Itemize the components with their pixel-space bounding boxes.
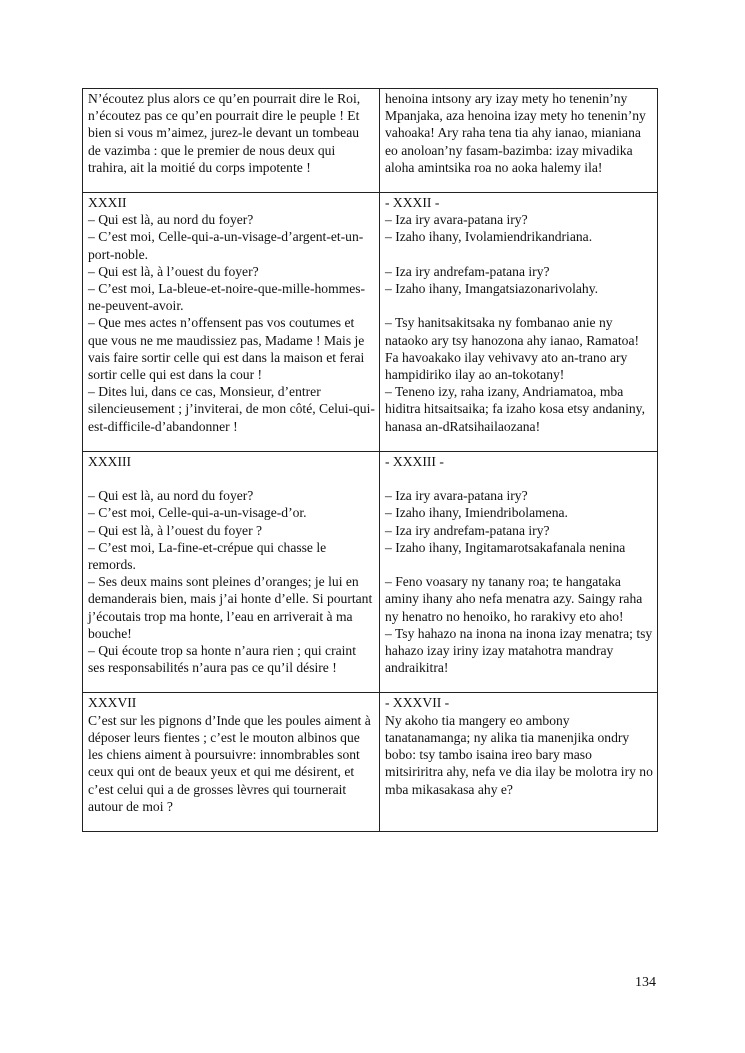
verse-line: – Iza iry andrefam-patana iry?: [385, 263, 550, 279]
french-cell: [83, 693, 380, 831]
verse-line: – Dites lui, dans ce cas, Monsieur, d’entrer silencieusement ; j’inviterai, de mon côté, Celui-qui-est-difficile-d’abandonner !: [88, 384, 375, 434]
verse-heading: XXXVII: [88, 695, 137, 711]
verse-line: – Tsy hahazo na inona na inona izay menatra; tsy hahazo izay iriny izay matahotra mandray andraikitra!: [385, 625, 653, 676]
verse-heading: XXXII: [88, 195, 127, 211]
blank-line: [385, 246, 653, 263]
verse-line: – Iza iry avara-patana iry?: [385, 488, 528, 504]
blank-line: [385, 556, 653, 573]
verse-line: – C’est moi, Celle-qui-a-un-visage-d’argent-et-un-port-noble.: [88, 229, 364, 262]
verse-line: henoina intsony ary izay mety ho tenenin’ny Mpanjaka, aza henoina izay mety ho tenenin’ny vahoaka! Ary raha tena tia ahy ianao, mianiana eo anoloan’ny fasam-bazimba: izay mivadika aloha amintsika roa no aoka halemy ila!: [385, 91, 646, 175]
french-cell: [83, 451, 380, 693]
verse-row: [83, 451, 658, 693]
verse-heading: - XXXVII -: [385, 695, 450, 711]
verse-row: [83, 193, 658, 452]
verse-line: – Tsy hanitsakitsaka ny fombanao anie ny nataoko ary tsy hanozona ahy ianao, Ramatoa! Fa havoakako ilay vehivavy ato an-trano ary hampidiriko ilay ao an-tokotany!: [385, 315, 640, 383]
verse-line: – Izaho ihany, Imiendribolamena.: [385, 505, 568, 521]
french-cell: [83, 89, 380, 193]
verse-line: – Feno voasary ny tanany roa; te hangataka aminy ihany aho nefa menatra azy. Saingy raha ny henatro no henoiko, ho rarakivy eto aho!: [385, 574, 643, 624]
verse-line: – Iza iry avara-patana iry?: [385, 212, 528, 228]
verse-heading: - XXXIII -: [385, 453, 444, 469]
verse-line: – Que mes actes n’offensent pas vos coutumes et que vous ne me maudissiez pas, Madame ! Mais je vais faire sortir celle qui est dans la maison et ferai sortir celle qui est dans la cour !: [88, 315, 365, 383]
verse-line: – C’est moi, La-bleue-et-noire-que-mille-hommes-ne-peuvent-avoir.: [88, 281, 366, 314]
french-cell: [83, 193, 380, 452]
blank-line: [385, 470, 653, 487]
verse-line: – C’est moi, La-fine-et-crépue qui chasse le remords.: [88, 539, 327, 573]
blank-line: [88, 470, 375, 487]
verse-line: – Qui est là, à l’ouest du foyer?: [88, 263, 259, 279]
verse-line: – Qui est là, au nord du foyer?: [88, 488, 254, 504]
verse-line: C’est sur les pignons d’Inde que les poules aiment à déposer leurs fientes ; c’est le mouton albinos que les chiens aiment à poursuivre: innombrables sont ceux qui ont de beaux yeux et qui me désirent, et c’est celui qui a de grosses lèvres qui tournerait autour de moi ?: [88, 712, 371, 814]
verse-line: – Iza iry andrefam-patana iry?: [385, 522, 550, 538]
verse-line: – C’est moi, Celle-qui-a-un-visage-d’or.: [88, 505, 307, 521]
verse-row: [83, 693, 658, 831]
verse-line: – Qui est là, au nord du foyer?: [88, 212, 254, 228]
malagasy-cell: [380, 193, 658, 452]
verse-line: – Qui est là, à l’ouest du foyer ?: [88, 522, 263, 538]
page-number: 134: [635, 975, 656, 990]
verse-heading: XXXIII: [88, 453, 132, 469]
verse-line: – Izaho ihany, Imangatsiazonarivolahy.: [385, 281, 599, 297]
verse-line: – Izaho ihany, Ivolamiendrikandriana.: [385, 229, 593, 245]
verse-table: [82, 88, 658, 832]
verse-line: – Izaho ihany, Ingitamarotsakafanala nenina: [385, 539, 626, 555]
malagasy-cell: [380, 451, 658, 693]
malagasy-cell: [380, 89, 658, 193]
verse-line: – Qui écoute trop sa honte n’aura rien ; qui craint ses responsabilités n’aura pas ce qu’il désire !: [88, 643, 357, 676]
verse-line: N’écoutez plus alors ce qu’en pourrait dire le Roi, n’écoutez pas ce qu’en pourrait dire le peuple ! Et bien si vous m’aimez, jurez-le devant un tombeau de vazimba : que le premier de nous deux qui trahira, ait la moitié du corps impotente !: [88, 91, 361, 175]
verse-row: [83, 89, 658, 193]
verse-line: – Teneno izy, raha izany, Andriamatoa, mba hiditra hitsaitsaika; fa izaho kosa etsy andaniny, hanasa an-dRatsihailaozana!: [385, 384, 645, 434]
verse-line: – Ses deux mains sont pleines d’oranges; je lui en demanderais bien, mais j’ai honte d’elle. Si pourtant j’écoutais trop ma honte, l’eau en arriverait à ma bouche!: [88, 574, 373, 641]
malagasy-cell: [380, 693, 658, 831]
blank-line: [385, 297, 653, 314]
verse-line: Ny akoho tia mangery eo ambony tanatanamanga; ny alika tia manenjika ondry bobo: tsy tambo isaina ireo bary maso mitsiriritra ahy, nefa ve dia ilay be molotra iry no mba mikasakasa ahy e?: [385, 712, 653, 797]
verse-heading: - XXXII -: [385, 195, 440, 211]
